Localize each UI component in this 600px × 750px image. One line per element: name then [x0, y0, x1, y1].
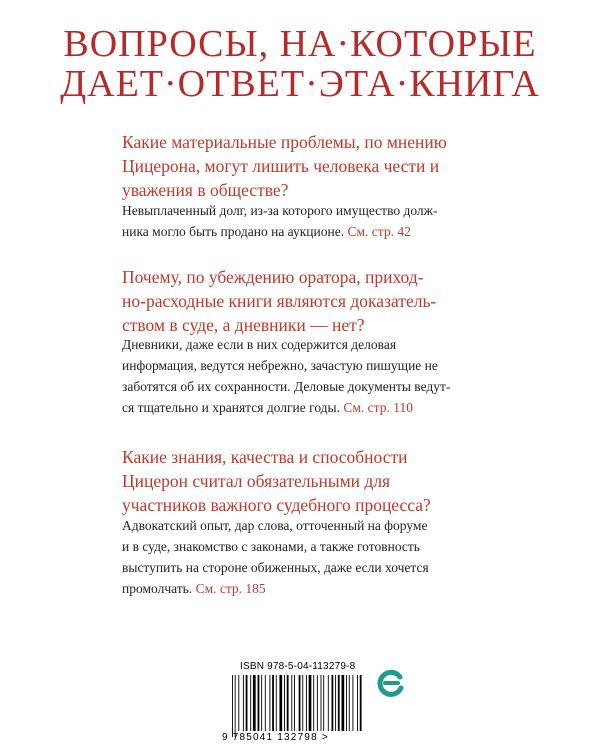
answer-2-text: Дневники, даже если в них содержится деловая информация, ведутся небрежно, зачастую пишущие не заботятся об их сохранности. Деловые документы ведут- ся тщательно и хранятся долгие годы.	[122, 337, 451, 415]
barcode-bar	[313, 675, 314, 731]
barcode-bar	[323, 675, 324, 731]
barcode-bar	[338, 675, 340, 731]
answer-3	[122, 515, 564, 599]
barcode-bar	[302, 675, 303, 731]
barcode-bar	[243, 675, 244, 731]
page-ref-2: См. стр. 110	[343, 400, 413, 415]
barcode-bar	[232, 675, 233, 737]
isbn-label: ISBN 978-5-04-113279-8	[240, 661, 356, 672]
barcode-bar	[265, 675, 266, 731]
page-ref-3: См. стр. 185	[195, 581, 266, 596]
barcode-bar	[332, 675, 334, 731]
barcode-bar	[284, 675, 285, 731]
barcode-bar	[238, 675, 239, 731]
question-2: Почему, по убеждению оратора, приход- но-расходные книги являются доказатель- ством в суде, а дневники — нет?	[122, 267, 437, 335]
page-ref-1: См. стр. 42	[347, 224, 411, 239]
answer-1-text: Невыплаченный долг, из-за которого имущество долж- ника могло быть продано на аукционе.	[122, 203, 438, 239]
question-3: Какие знания, качества и способности Цицерон считал обязательными для участников важного судебного процесса?	[122, 447, 431, 515]
barcode-bar	[250, 675, 251, 731]
barcode-bar	[294, 675, 295, 731]
publisher-logo-icon	[376, 668, 406, 698]
barcode-bar	[335, 675, 336, 731]
barcode-bar	[349, 675, 350, 731]
barcode-bar	[258, 675, 260, 731]
barcode-bar	[299, 675, 301, 731]
answer-2	[122, 334, 564, 418]
barcode-bar	[309, 675, 312, 731]
heading-line-1: ВОПРОСЫ, НА·КОТОРЫЕ	[63, 23, 537, 65]
barcode-number: 9 785041 132798 >	[222, 732, 329, 743]
barcode-bar	[269, 675, 270, 731]
answer-3-text: Адвокатский опыт, дар слова, отточенный на форуме и в суде, знакомство с законами, а также готовность выступить на стороне обиженных, даже если хочется промолчать.	[122, 518, 429, 596]
barcode-bar	[321, 675, 322, 731]
barcode-bar	[235, 675, 236, 737]
question-1: Какие материальные проблемы, по мнению Цицерона, могут лишить человека чести и уважения в обществе?	[122, 132, 447, 200]
barcode-bar	[360, 675, 362, 731]
barcode-bar	[246, 675, 248, 731]
barcode-bar	[279, 675, 282, 731]
barcode-bar	[253, 675, 256, 731]
barcode-bar	[352, 675, 353, 731]
barcode-bar	[291, 675, 292, 731]
barcode-bar	[317, 675, 318, 731]
barcode-bar	[287, 675, 289, 731]
barcode-bar	[328, 675, 329, 731]
barcode	[230, 675, 362, 737]
barcode-bar	[357, 675, 358, 731]
barcode-bar	[272, 675, 274, 731]
answer-1	[122, 200, 564, 242]
heading-line-2: ДАЕТ·ОТВЕТ·ЭТА·КНИГА	[60, 63, 540, 105]
barcode-bar	[261, 675, 262, 731]
barcode-bar	[342, 675, 345, 731]
barcode-bar	[276, 675, 277, 731]
barcode-bar	[306, 675, 307, 731]
barcode-bar	[346, 675, 347, 731]
